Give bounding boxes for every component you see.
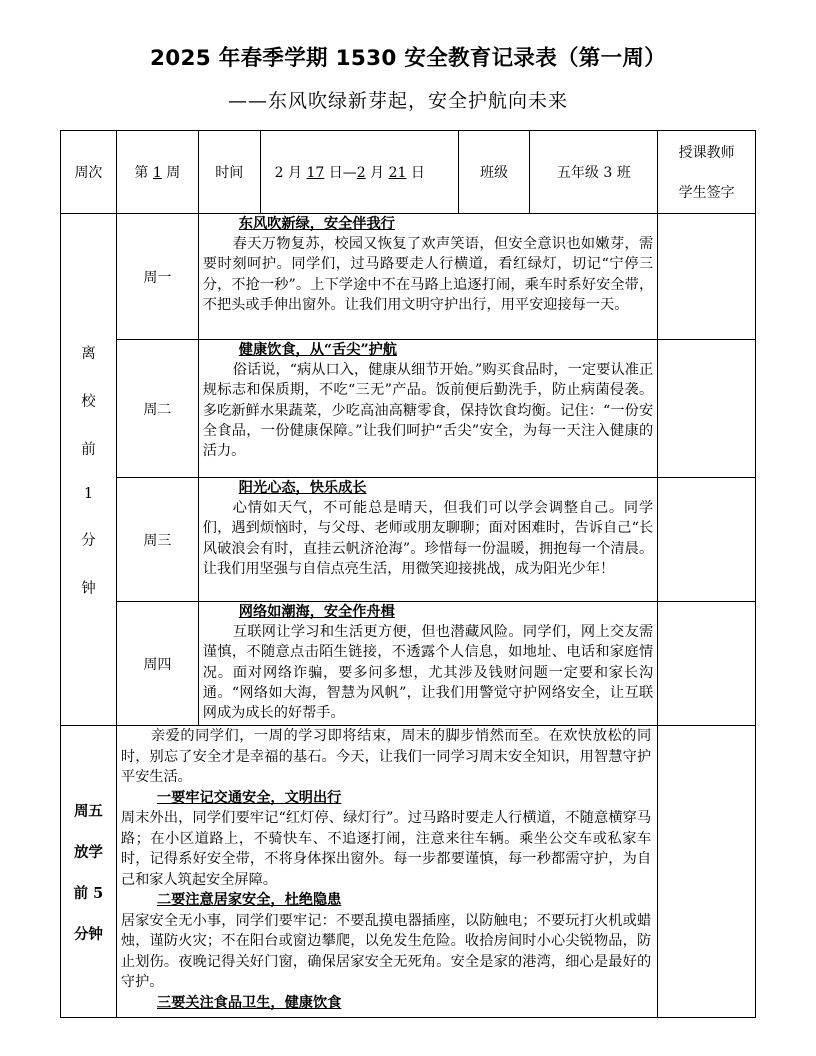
signature-cell-wednesday[interactable] xyxy=(658,478,756,602)
day-label-wednesday: 周三 xyxy=(116,478,198,602)
friday-intro: 亲爱的同学们，一周的学习即将结束，周末的脚步悄然而至。在欢快放松的同时，别忘了安全才是幸福的基石。今天，让我们一同学习周末安全知识，用智慧守护平安生活。 xyxy=(120,728,652,785)
page-title: 2025 年春季学期 1530 安全教育记录表（第一周） xyxy=(149,46,667,71)
friday-section-heading: 三要关注食品卫生，健康饮食 xyxy=(156,994,342,1011)
topic-monday: 东风吹新绿，安全伴我行 xyxy=(238,216,395,232)
page-subtitle: ——东风吹绿新芽起，安全护航向未来 xyxy=(228,90,569,112)
topic-tuesday: 健康饮食，从“舌尖”护航 xyxy=(238,342,397,358)
day-row-tuesday xyxy=(61,340,756,478)
friday-content xyxy=(116,726,657,1018)
day-content-tuesday xyxy=(198,340,657,478)
teacher-label: 授课教师 xyxy=(678,145,735,161)
student-sign-label: 学生签字 xyxy=(678,185,735,201)
class-value: 五年级 3 班 xyxy=(530,131,658,214)
friday-section-heading: 二要注意居家安全，杜绝隐患 xyxy=(156,892,342,908)
safety-record-table xyxy=(60,130,756,1018)
day-content-thursday xyxy=(198,602,657,726)
day-content-monday xyxy=(198,214,657,340)
text-thursday: 互联网让学习和生活更方便，但也潜藏风险。同学们，网上交友需谨慎，不随意点击陌生链接，不透露个人信息，如地址、电话和家庭情况。面对网络诈骗，要多问多想，尤其涉及钱财问题一定要和家长沟通。“网络如大海，智慧为风帆”，让我们用警觉守护网络安全，让互联网成为成长的好帮手。 xyxy=(202,624,654,722)
day-content-wednesday xyxy=(198,478,657,602)
friday-label: 周五 放学 前 5 分钟 xyxy=(61,726,117,1018)
signature-cell-tuesday[interactable] xyxy=(658,340,756,478)
header-row xyxy=(61,131,756,214)
topic-thursday: 网络如潮海，安全作舟楫 xyxy=(238,604,395,620)
text-wednesday: 心情如天气，不可能总是晴天，但我们可以学会调整自己。同学们，遇到烦恼时，与父母、老师或朋友聊聊；面对困难时，告诉自己“长风破浪会有时，直挂云帆济沧海”。珍惜每一份温暖，拥抱每一个清晨。让我们用坚强与自信点亮生活，用微笑迎接挑战，成为阳光少年！ xyxy=(202,500,654,577)
signature-cell-monday[interactable] xyxy=(658,214,756,340)
topic-wednesday: 阳光心态，快乐成长 xyxy=(238,480,367,496)
day-row-thursday xyxy=(61,602,756,726)
week-label: 周次 xyxy=(61,131,117,214)
signature-cell-thursday[interactable] xyxy=(658,602,756,726)
day-label-thursday: 周四 xyxy=(116,602,198,726)
week-value: 第 1 周 xyxy=(116,131,198,214)
day-label-monday: 周一 xyxy=(116,214,198,340)
day-row-monday xyxy=(61,214,756,340)
date-range: 2 月 17 日—2 月 21 日 xyxy=(260,131,458,214)
friday-section-text: 周末外出，同学们要牢记“红灯停、绿灯行”。过马路时要走人行横道，不随意横穿马路；在小区道路上，不骑快车、不追逐打闹，注意来往车辆。乘坐公交车或私家车时，记得系好安全带，不将身体探出窗外。每一步都要谨慎，每一秒都需守护，为自己和家人筑起安全屏障。 xyxy=(120,810,652,888)
friday-section-text: 居家安全无小事，同学们要牢记：不要乱摸电器插座，以防触电；不要玩打火机或蜡烛，谨防火灾；不在阳台或窗边攀爬，以免发生危险。收拾房间时小心尖锐物品，防止划伤。夜晚记得关好门窗，确保居家安全无死角。安全是家的港湾，细心是最好的守护。 xyxy=(120,912,652,990)
teacher-student-header xyxy=(658,131,756,214)
class-label: 班级 xyxy=(458,131,530,214)
week-number: 1 xyxy=(152,165,162,181)
text-monday: 春天万物复苏，校园又恢复了欢声笑语，但安全意识也如嫩芽，需要时刻呵护。同学们，过马路要走人行横道，看红绿灯，切记“宁停三分，不抢一秒”。上下学途中不在马路上追逐打闹，乘车时系好安全带，不把头或手伸出窗外。让我们用文明守护出行，用平安迎接每一天。 xyxy=(202,236,654,313)
day-row-wednesday xyxy=(61,478,756,602)
friday-section-heading: 一要牢记交通安全，文明出行 xyxy=(156,789,342,806)
time-label: 时间 xyxy=(198,131,260,214)
section-label-before-leaving: 离 校 前 1 分 钟 xyxy=(61,214,117,726)
friday-row xyxy=(61,726,756,1018)
signature-cell-friday[interactable] xyxy=(658,726,756,1018)
day-label-tuesday: 周二 xyxy=(116,340,198,478)
text-tuesday: 俗话说，“病从口入，健康从细节开始。”购买食品时，一定要认准正规标志和保质期，不吃“三无”产品。饭前便后勤洗手，防止病菌侵袭。多吃新鲜水果蔬菜，少吃高油高糖零食，保持饮食均衡。记住：“一份安全食品，一份健康保障。”让我们呵护“舌尖”安全，为每一天注入健康的活力。 xyxy=(202,362,654,460)
